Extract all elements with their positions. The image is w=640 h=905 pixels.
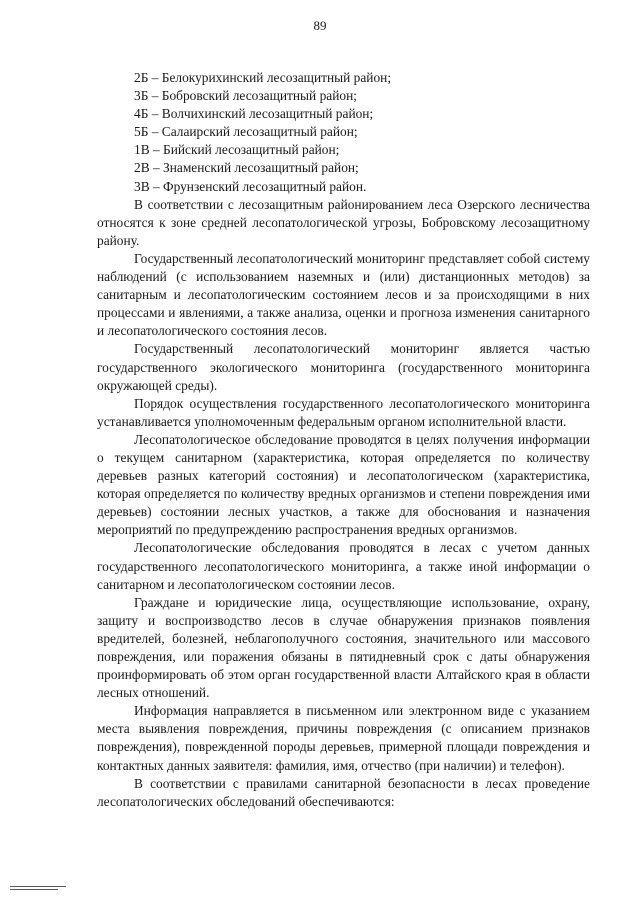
district-list-item: 3В – Фрунзенский лесозащитный район. [134, 178, 367, 194]
district-list-item: 1В – Бийский лесозащитный район; [134, 142, 340, 158]
paragraph-monitoring-definition: Государственный лесопатологический мониторинг представляет собой систему наблюдений (с использованием наземных и (или) дистанционных методов) за санитарным и лесопатологическим состоянием лесов и за происходящими в них процессами и явлениями, а также анализа, оценки и прогноза изменения санитарного и лесопатологического состояния лесов. [97, 250, 590, 339]
paragraph-zoning: В соответствии с лесозащитным районированием леса Озерского лесничества относятся к зоне средней лесопатологической угрозы, Бобровскому лесозащитному району. [97, 196, 590, 248]
district-list-item: 2В – Знаменский лесозащитный район; [134, 160, 359, 176]
district-list-item: 5Б – Салаирский лесозащитный район; [134, 124, 358, 140]
district-list-item: 4Б – Волчихинский лесозащитный район; [134, 106, 374, 122]
district-list-item: 2Б – Белокурихинский лесозащитный район; [134, 70, 392, 85]
page-body [97, 69, 590, 811]
paragraph-reporting-duty: Граждане и юридические лица, осуществляющие использование, охрану, защиту и воспроизводство лесов в случае обнаружения признаков появления вредителей, болезней, неблагополучного состояния, значительного или массового повреждения, или поражения обязаны в пятидневный срок с даты обнаружения проинформировать об этом орган государственной власти Алтайского края в области лесных отношений. [97, 594, 590, 701]
footer-rule [10, 889, 58, 890]
paragraph-monitoring-procedure: Порядок осуществления государственного лесопатологического мониторинга устанавливается уполномоченным федеральным органом исполнительной власти. [97, 395, 590, 429]
paragraph-sanitary-rules: В соответствии с правилами санитарной безопасности в лесах проведение лесопатологических обследований обеспечиваются: [97, 775, 590, 809]
paragraph-survey-purpose: Лесопатологическое обследование проводятся в целях получения информации о текущем санитарном (характеристика, которая определяется по количеству деревьев разных категорий состояния) и лесопатологическом (характеристика, которая определяется по количеству вредных организмов и степени повреждения ими деревьев) состоянии лесных участков, а также для обоснования и назначения мероприятий по предупреждению распространения вредных организмов. [97, 431, 590, 538]
paragraph-report-contents: Информация направляется в письменном или электронном виде с указанием места выявления повреждения, причины повреждения (с описанием признаков повреждения), поврежденной породы деревьев, примерной площади повреждения и контактных данных заявителя: фамилия, имя, отчество (при наличии) и телефон). [97, 703, 590, 773]
footer-rule [10, 886, 66, 887]
paragraph-monitoring-part: Государственный лесопатологический мониторинг является частью государственного экологического мониторинга (государственного мониторинга окружающей среды). [97, 341, 590, 393]
district-list-item: 3Б – Бобровский лесозащитный район; [134, 88, 357, 104]
paragraph-survey-data: Лесопатологические обследования проводятся в лесах с учетом данных государственного лесопатологического мониторинга, а также иной информации о санитарном и лесопатологическом состоянии лесов. [97, 540, 590, 592]
page-number: 89 [313, 18, 327, 33]
